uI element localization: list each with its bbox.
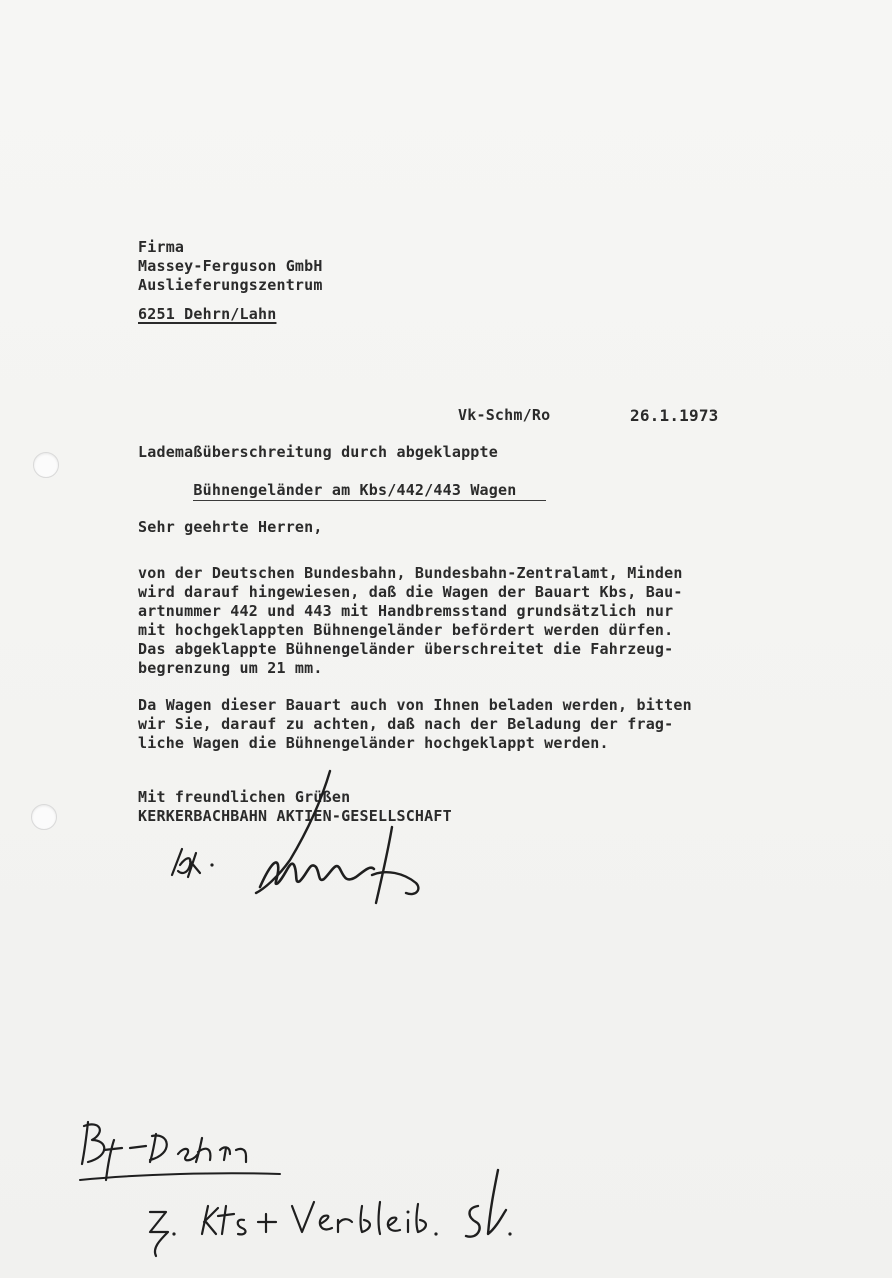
- salutation: Sehr geehrte Herren,: [138, 518, 323, 536]
- subject-line-2: [138, 462, 546, 520]
- punch-hole-bottom: [31, 804, 57, 830]
- handwritten-signature: [160, 765, 460, 915]
- body-p1-line-1: von der Deutschen Bundesbahn, Bundesbahn-Zentralamt, Minden: [138, 564, 683, 582]
- body-p2-line-2: wir Sie, darauf zu achten, daß nach der Beladung der frag-: [138, 715, 674, 733]
- recipient-line-1: Firma: [138, 238, 185, 256]
- reference-code: Vk-Schm/Ro: [458, 406, 551, 424]
- body-p2-line-3: liche Wagen die Bühnengeländer hochgeklappt werden.: [138, 734, 609, 752]
- body-p1-line-4: mit hochgeklappten Bühnengeländer befördert werden dürfen.: [138, 621, 674, 639]
- closing-line-2: KERKERBACHBAHN AKTIEN-GESELLSCHAFT: [138, 807, 452, 825]
- recipient-city: 6251 Dehrn/Lahn: [138, 305, 277, 323]
- subject-line-1: Lademaßüberschreitung durch abgeklappte: [138, 443, 498, 461]
- body-p2-line-1: Da Wagen dieser Bauart auch von Ihnen beladen werden, bitten: [138, 696, 692, 714]
- letter-date: 26.1.1973: [630, 406, 719, 425]
- recipient-line-2: Massey-Ferguson GmbH: [138, 257, 323, 275]
- body-p1-line-6: begrenzung um 21 mm.: [138, 659, 323, 677]
- body-p1-line-3: artnummer 442 und 443 mit Handbremsstand grundsätzlich nur: [138, 602, 674, 620]
- recipient-line-3: Auslieferungszentrum: [138, 276, 323, 294]
- body-p1-line-5: Das abgeklappte Bühnengeländer überschreitet die Fahrzeug-: [138, 640, 674, 658]
- subject-line-2-text: Bühnengeländer am Kbs/442/443 Wagen: [193, 481, 546, 501]
- body-p1-line-2: wird darauf hingewiesen, daß die Wagen der Bauart Kbs, Bau-: [138, 583, 683, 601]
- handwritten-note: [70, 1110, 530, 1270]
- punch-hole-top: [33, 452, 59, 478]
- closing-line-1: Mit freundlichen Grüßen: [138, 788, 351, 806]
